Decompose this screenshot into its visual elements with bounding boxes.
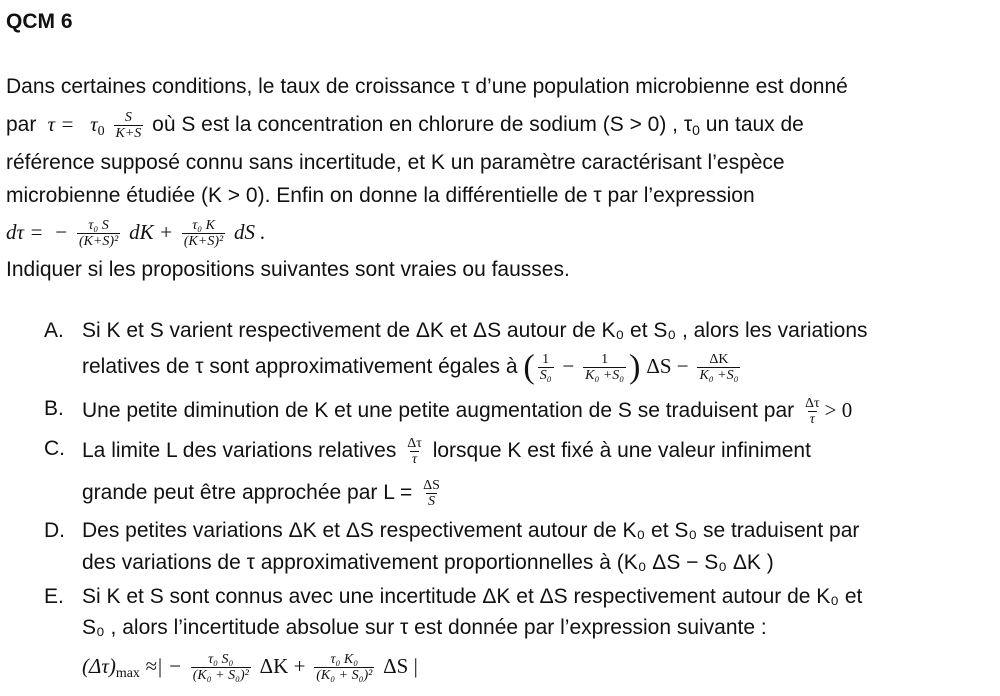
option-c-text-b: lorsque K est fixé à une valeur infiniment	[432, 439, 811, 463]
intro-line-3: référence supposé connu sans incertitude, et K un paramètre caractérisant l’espèce	[6, 151, 785, 174]
option-a-line-2: relatives de τ sont approximativement égales à ( $\frac{1}{\text{S₀}}$ − $\frac{1}{\text{K₀ +S₀}}$ ) ΔS − $\frac{\Delta K}{\text{K₀ +S₀}}$	[82, 348, 739, 386]
tau-fraction: $\frac{S}{K+S}$	[115, 110, 142, 141]
differential-formula: dτ = − $\frac{\text{τ₀ S}}{\text{(K+S)²}}$ dK + $\frac{\text{τ₀ K}}{\text{(K+S)²}}$ dS .	[6, 218, 266, 249]
option-e-letter: E.	[44, 585, 64, 608]
page-title: QCM 6	[6, 10, 73, 33]
intro-line-2-start: par	[6, 113, 37, 137]
intro-line-6: Indiquer si les propositions suivantes sont vraies ou fausses.	[6, 258, 570, 281]
option-e-line-2: S₀ , alors l’incertitude absolue sur τ est donnée par l’expression suivante :	[82, 616, 767, 639]
option-c-line-1: La limite L des variations relatives $\frac{\Delta\tau}{\tau}$ lorsque K est fixé à une valeur infiniment	[82, 436, 811, 467]
option-c-line-2: grande peut être approchée par L = $\frac{\Delta S}{S}$	[82, 478, 440, 509]
option-c-text-a: La limite L des variations relatives	[82, 439, 397, 463]
intro-line-2: par $\tau = \tau_0$ $\frac{S}{K+S}$ où S est la concentration en chlorure de sodium (S > 0) , $\tau_0$ un taux de	[6, 110, 804, 141]
option-a-letter: A.	[44, 319, 64, 342]
option-b-text: Une petite diminution de K et une petite augmentation de S se traduisent par	[82, 399, 795, 423]
option-d-line-1: Des petites variations ΔK et ΔS respectivement autour de K₀ et S₀ se traduisent par	[82, 519, 860, 542]
option-c-letter: C.	[44, 437, 65, 460]
option-e-formula: $(\Delta\tau)_{max}$ ≈| − $\frac{\text{τ₀ S₀}}{\text{(K₀ + S₀)²}}$ ΔK + $\frac{\text{τ₀ K₀}}{\text{(K₀ + S₀)²}}$ ΔS |	[82, 652, 418, 683]
tau-formula: $\tau = \tau_0$	[42, 112, 105, 140]
option-d-line-2: des variations de τ approximativement proportionnelles à (K₀ ΔS − S₀ ΔK )	[82, 551, 774, 574]
option-c-text-c: grande peut être approchée par L =	[82, 481, 413, 505]
intro-line-2-mid: où S est la concentration en chlorure de sodium (S > 0) , τ	[152, 113, 693, 137]
intro-line-2-end: un taux de	[699, 113, 804, 137]
option-e-line-1: Si K et S sont connus avec une incertitude ΔK et ΔS respectivement autour de K₀ et	[82, 585, 863, 608]
option-b-line-1: Une petite diminution de K et une petite augmentation de S se traduisent par $\frac{\Delta\tau}{\tau}$ > 0	[82, 396, 853, 427]
option-a-line-1: Si K et S varient respectivement de ΔK et ΔS autour de K₀ et S₀ , alors les variations	[82, 319, 868, 342]
option-a-text: relatives de τ sont approximativement égales à	[82, 355, 518, 379]
option-d-letter: D.	[44, 519, 65, 542]
option-b-letter: B.	[44, 397, 64, 420]
intro-line-1: Dans certaines conditions, le taux de croissance τ d’une population microbienne est donné	[6, 75, 848, 98]
intro-line-4: microbienne étudiée (K > 0). Enfin on donne la différentielle de τ par l’expression	[6, 184, 755, 207]
